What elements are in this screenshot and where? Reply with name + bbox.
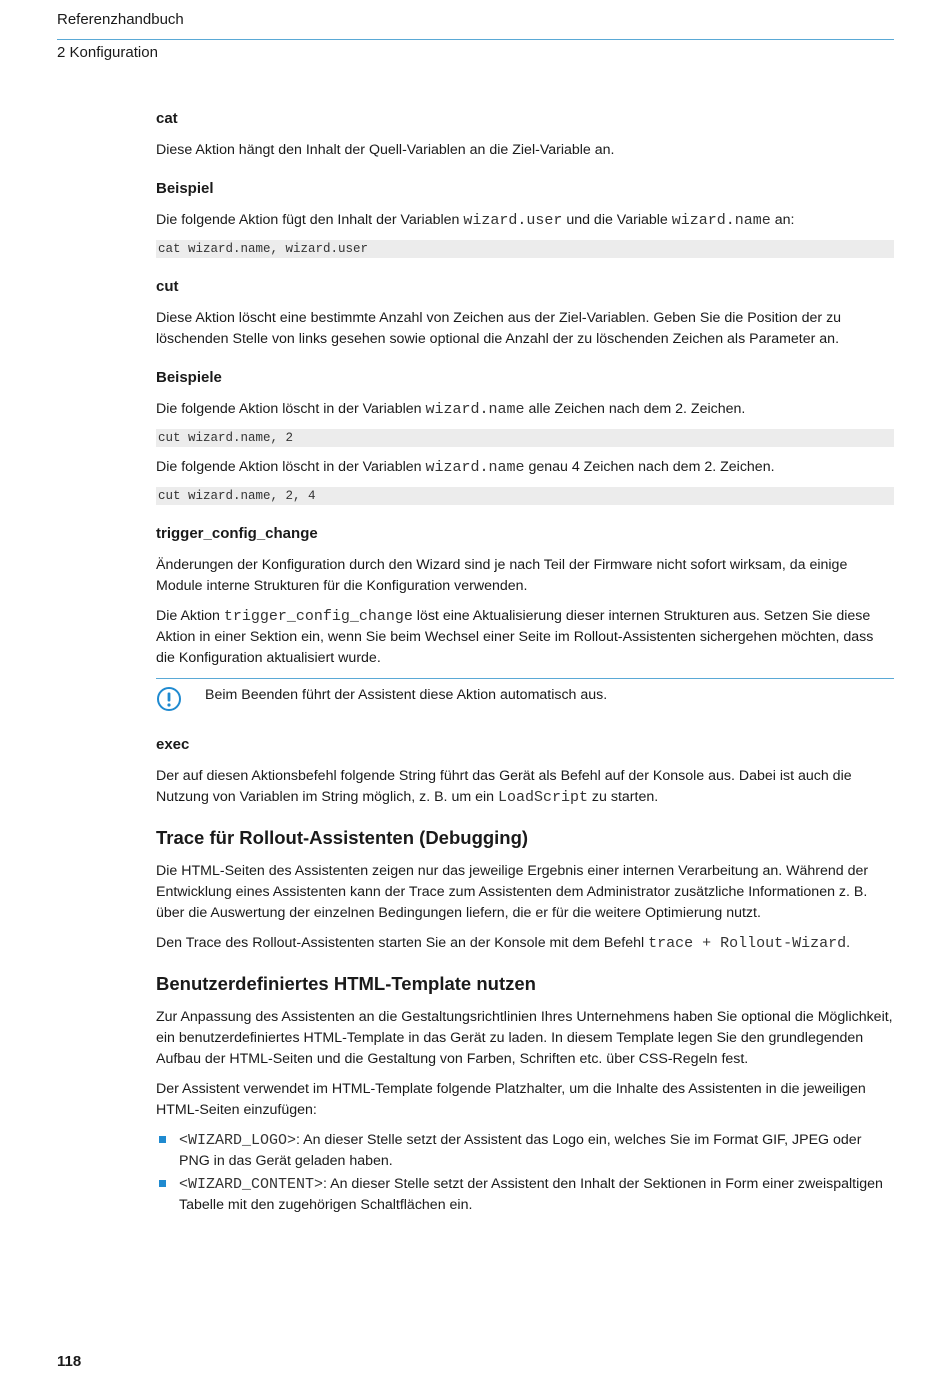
- inline-code: <WIZARD_CONTENT>: [179, 1176, 324, 1193]
- trigger-paragraph-2: Die Aktion trigger_config_change löst eine Aktualisierung dieser internen Strukturen aus. Setzen Sie diese Aktion in einer Sektion ein, wenn Sie beim Wechsel einer Seite im Rollout-Assistenten sichergehen möchten, dass die Konfiguration aktualisiert wurde.: [156, 608, 874, 666]
- running-header-chapter: 2 Konfiguration: [57, 44, 158, 61]
- page-number: 118: [57, 1353, 82, 1370]
- cut-examples-heading: Beispiele: [156, 369, 222, 386]
- trigger-paragraph-1: Änderungen der Konfiguration durch den Wizard sind je nach Teil der Firmware nicht sofort wirksam, da einige Module interne Strukturen für die Konfiguration verwenden.: [156, 557, 848, 594]
- info-note: [156, 678, 894, 712]
- running-header-title: Referenzhandbuch: [57, 11, 184, 28]
- bullet-square-icon: [159, 1180, 166, 1187]
- template-paragraph-1: Zur Anpassung des Assistenten an die Gestaltungsrichtlinien Ihres Unternehmens haben Sie optional die Möglichkeit, ein benutzerdefiniertes HTML-Template in das Gerät zu laden. In diesem Template legen Sie den grundlegenden Aufbau der HTML-Seiten und die Gestaltung von Farben, Schriften etc. über CSS-Regeln fest.: [156, 1009, 893, 1067]
- section-heading-cat: cat: [156, 110, 178, 127]
- exec-description: Der auf diesen Aktionsbefehl folgende String führt das Gerät als Befehl auf der Konsole aus. Dabei ist auch die Nutzung von Variablen im String möglich, z. B. um ein LoadScript zu starten.: [156, 768, 852, 806]
- inline-code: wizard.name: [425, 401, 525, 418]
- inline-code: wizard.name: [671, 212, 771, 229]
- template-paragraph-2: Der Assistent verwendet im HTML-Template folgende Platzhalter, um die Inhalte des Assistenten in die jeweiligen HTML-Seiten einzufügen:: [156, 1081, 866, 1118]
- cut-example-2-text: Die folgende Aktion löscht in der Variablen wizard.name genau 4 Zeichen nach dem 2. Zeichen.: [156, 459, 775, 476]
- inline-code: <WIZARD_LOGO>: [179, 1132, 297, 1149]
- section-heading-trace: Trace für Rollout-Assistenten (Debugging): [156, 827, 529, 848]
- placeholder-list: [156, 1130, 894, 1216]
- exclamation-icon: [156, 686, 182, 712]
- header-rule: [57, 39, 894, 40]
- code-block-cut-1: cut wizard.name, 2: [156, 429, 894, 447]
- cut-example-1-text: Die folgende Aktion löscht in der Variablen wizard.name alle Zeichen nach dem 2. Zeichen.: [156, 401, 746, 418]
- cat-example-heading: Beispiel: [156, 180, 214, 197]
- section-heading-exec: exec: [156, 736, 190, 753]
- cat-description: Diese Aktion hängt den Inhalt der Quell-Variablen an die Ziel-Variable an.: [156, 142, 615, 158]
- note-text: Beim Beenden führt der Assistent diese Aktion automatisch aus.: [205, 687, 608, 703]
- trace-paragraph-2: Den Trace des Rollout-Assistenten starten Sie an der Konsole mit dem Befehl trace + Rollout-Wizard.: [156, 935, 851, 952]
- section-heading-trigger-config-change: trigger_config_change: [156, 525, 318, 542]
- list-item: <WIZARD_CONTENT>: An dieser Stelle setzt der Assistent den Inhalt der Sektionen in Form einer zweispaltigen Tabelle mit den zugehörigen Schaltflächen ein.: [156, 1174, 894, 1216]
- cut-description: Diese Aktion löscht eine bestimmte Anzahl von Zeichen aus der Ziel-Variablen. Geben Sie die Position der zu löschenden Stelle von links gesehen sowie optional die Anzahl der zu löschenden Zeichen als Parameter an.: [156, 310, 842, 347]
- inline-code: LoadScript: [497, 789, 588, 806]
- section-heading-html-template: Benutzerdefiniertes HTML-Template nutzen: [156, 973, 536, 994]
- inline-code: wizard.user: [463, 212, 563, 229]
- bullet-square-icon: [159, 1136, 166, 1143]
- page-content: [156, 108, 894, 1218]
- trace-paragraph-1: Die HTML-Seiten des Assistenten zeigen nur das jeweilige Ergebnis einer internen Verarbeitung an. Während der Entwicklung eines Assistenten kann der Trace zum Assistenten dem Administrator zusätzliche Informationen z. B. über die Auswertung der einzelnen Bedingungen liefern, die er für die weitere Optimierung nutzt.: [156, 863, 869, 921]
- inline-code: trigger_config_change: [223, 608, 413, 625]
- code-block-cut-2: cut wizard.name, 2, 4: [156, 487, 894, 505]
- code-block-cat: cat wizard.name, wizard.user: [156, 240, 894, 258]
- inline-code: trace + Rollout-Wizard: [648, 935, 847, 952]
- section-heading-cut: cut: [156, 278, 179, 295]
- inline-code: wizard.name: [425, 459, 525, 476]
- list-item: <WIZARD_LOGO>: An dieser Stelle setzt der Assistent das Logo ein, welches Sie im Format GIF, JPEG oder PNG in das Gerät geladen haben.: [156, 1130, 894, 1172]
- cat-example-text: Die folgende Aktion fügt den Inhalt der Variablen wizard.user und die Variable wizard.name an:: [156, 212, 795, 229]
